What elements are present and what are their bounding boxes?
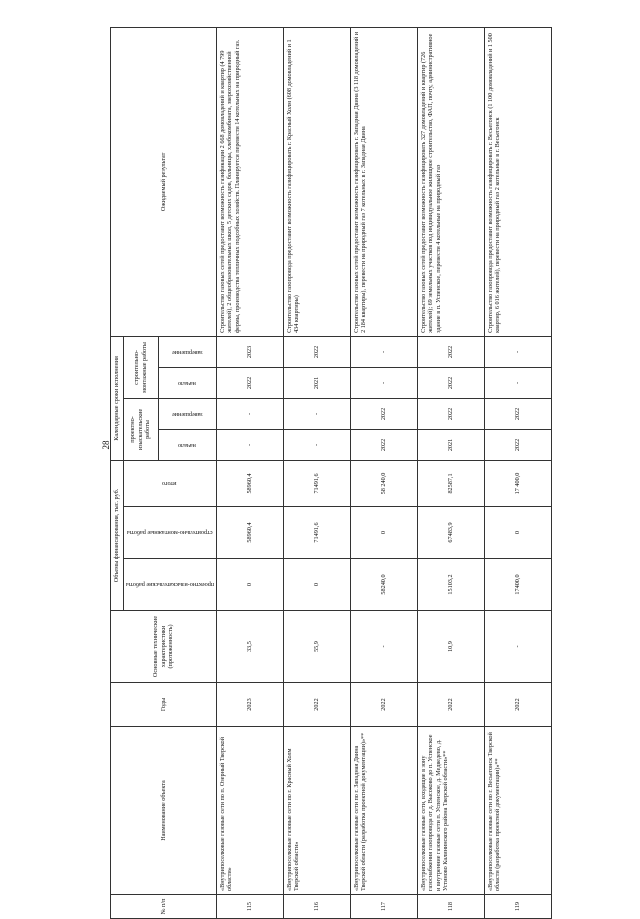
cell-construction-end: 2022 xyxy=(417,336,484,367)
cell-years: 2022 xyxy=(350,683,417,727)
header-construction-start xyxy=(158,367,216,398)
cell-total: 71491,6 xyxy=(283,460,350,506)
cell-total: 17 400,0 xyxy=(484,460,551,506)
cell-total: 58960,4 xyxy=(216,460,283,506)
page-number: 28 xyxy=(101,440,111,450)
header-name: Наименование объекта xyxy=(111,727,217,895)
cell-construction: 0 xyxy=(350,507,417,559)
cell-result: Строительство газовых сетей предоставит возможность газифицировать 327 домовладений и квартир (726 жителей); 69 земельных участков под индивидуальное жилищное строительство, ФАП, почту, административное здание в п. Успенское, перевести 4 котельные на природный газ xyxy=(417,27,484,336)
cell-years: 2022 xyxy=(484,683,551,727)
cell-construction-end: - xyxy=(484,336,551,367)
cell-design-end: - xyxy=(283,398,350,429)
cell-construction: 58960,4 xyxy=(216,507,283,559)
header-design-works-text: проектно-изыскательские работы xyxy=(125,581,214,589)
table-row xyxy=(216,27,283,918)
header-result: Ожидаемый результат xyxy=(111,27,217,336)
cell-specs: 33,5 xyxy=(216,611,283,683)
table-row xyxy=(417,27,484,918)
table-row xyxy=(350,27,417,918)
header-total xyxy=(123,460,216,506)
cell-construction-start: - xyxy=(350,367,417,398)
cell-result: Строительство газопровода предоставит возможность газифицировать г. Красный Холм (608 домовладений и 1 434 квартиры) xyxy=(283,27,350,336)
cell-num: 115 xyxy=(216,895,283,919)
cell-specs: - xyxy=(484,611,551,683)
header-design-end-text: завершение xyxy=(171,410,203,418)
cell-name: «Внутрипоселковые газовые сети, входящие в зону газоснабжения газопровода от д. Высоково до п. Успенское и внутренние газовые сети п. Успенское, д. Медведево, д. Устиново Калининского района Тверской области»** xyxy=(417,727,484,895)
header-design-start xyxy=(158,429,216,460)
header-construction-end-text: завершение xyxy=(171,348,203,356)
cell-years: 2023 xyxy=(216,683,283,727)
header-design-start-text: начало xyxy=(178,441,197,449)
header-total-text: итого xyxy=(162,480,177,488)
cell-total: 58 240,0 xyxy=(350,460,417,506)
cell-design: 58240,0 xyxy=(350,559,417,611)
cell-design-end: 2022 xyxy=(350,398,417,429)
header-construction-schedule: строительно-монтажные работы xyxy=(123,336,158,398)
cell-result: Строительство газовых сетей предоставит возможность газификации 2 668 домовладений и квартир (4 799 жителей), 2 общеобразовательных школ, 5 детских садов, больницы, хлебокомбината, зверохозяйственной фермы, производства тепличных подсобных хозяйств. Планируется перевести 14 котельных на природный газ. xyxy=(216,27,283,336)
cell-design-start: - xyxy=(216,429,283,460)
cell-name: «Внутрипоселковые газовые сети по г. Весьегонск Тверской области (разработка проектной документации)»** xyxy=(484,727,551,895)
cell-result: Строительство газовых сетей предоставит возможность газифицировать г. Западная Двина (3 118 домовладений и 2 184 квартиры), перевести на природный газ 7 котельных в г. Западная Двина xyxy=(350,27,417,336)
header-num: № п/п xyxy=(111,895,217,919)
cell-name: «Внутрипоселковые газовые сети по п. Озерный Тверской области» xyxy=(216,727,283,895)
cell-specs: 10,9 xyxy=(417,611,484,683)
cell-design: 17400,0 xyxy=(484,559,551,611)
cell-num: 118 xyxy=(417,895,484,919)
header-years: Годы xyxy=(111,683,217,727)
cell-construction: 67483,9 xyxy=(417,507,484,559)
cell-design-end: 2022 xyxy=(417,398,484,429)
cell-construction-end: - xyxy=(350,336,417,367)
cell-num: 117 xyxy=(350,895,417,919)
header-construction-works-text: строительно-монтажные работы xyxy=(126,529,213,537)
cell-result: Строительство газопровода предоставит возможность газифицировать г. Весьегонск (1 100 домовладений и 1 500 квартир, 6 016 жителей), перевести на природный газ 2 котельные в г. Весьегонск xyxy=(484,27,551,336)
header-design-schedule: проектно-изыскательские работы xyxy=(123,398,158,460)
cell-construction-start: 2022 xyxy=(417,367,484,398)
table-row xyxy=(484,27,551,918)
cell-design-start: 2021 xyxy=(417,429,484,460)
cell-total: 82587,1 xyxy=(417,460,484,506)
cell-design-start: 2022 xyxy=(350,429,417,460)
cell-num: 119 xyxy=(484,895,551,919)
cell-years: 2022 xyxy=(417,683,484,727)
cell-construction-start: 2022 xyxy=(216,367,283,398)
cell-construction: 71491,6 xyxy=(283,507,350,559)
investment-table xyxy=(110,27,552,919)
rotated-table-sheet xyxy=(110,28,565,919)
cell-name: «Внутрипоселковые газовые сети по г. Западная Двина Тверской области (разработка проектной документации)»** xyxy=(350,727,417,895)
cell-years: 2022 xyxy=(283,683,350,727)
cell-construction-start: - xyxy=(484,367,551,398)
header-schedule-group: Календарные сроки исполнения xyxy=(111,336,124,460)
table-row xyxy=(283,27,350,918)
cell-design-start: 2022 xyxy=(484,429,551,460)
cell-design: 0 xyxy=(283,559,350,611)
cell-construction-end: 2022 xyxy=(283,336,350,367)
cell-name: «Внутрипоселковые газовые сети по г. Красный Холм Тверской области» xyxy=(283,727,350,895)
header-design-end xyxy=(158,398,216,429)
cell-design-start: - xyxy=(283,429,350,460)
cell-design-end: - xyxy=(216,398,283,429)
header-construction-start-text: начало xyxy=(178,379,197,387)
header-finance-group: Объемы финансирования, тыс. руб. xyxy=(111,460,124,610)
cell-specs: 55,9 xyxy=(283,611,350,683)
cell-design: 0 xyxy=(216,559,283,611)
cell-num: 116 xyxy=(283,895,350,919)
cell-design: 15103,2 xyxy=(417,559,484,611)
cell-specs: - xyxy=(350,611,417,683)
cell-design-end: 2022 xyxy=(484,398,551,429)
cell-construction-end: 2023 xyxy=(216,336,283,367)
header-construction-end xyxy=(158,336,216,367)
cell-construction: 0 xyxy=(484,507,551,559)
header-specs: Основные технические характеристики (протяженность) xyxy=(111,611,217,683)
header-construction-works xyxy=(123,507,216,559)
header-design-works xyxy=(123,559,216,611)
cell-construction-start: 2021 xyxy=(283,367,350,398)
